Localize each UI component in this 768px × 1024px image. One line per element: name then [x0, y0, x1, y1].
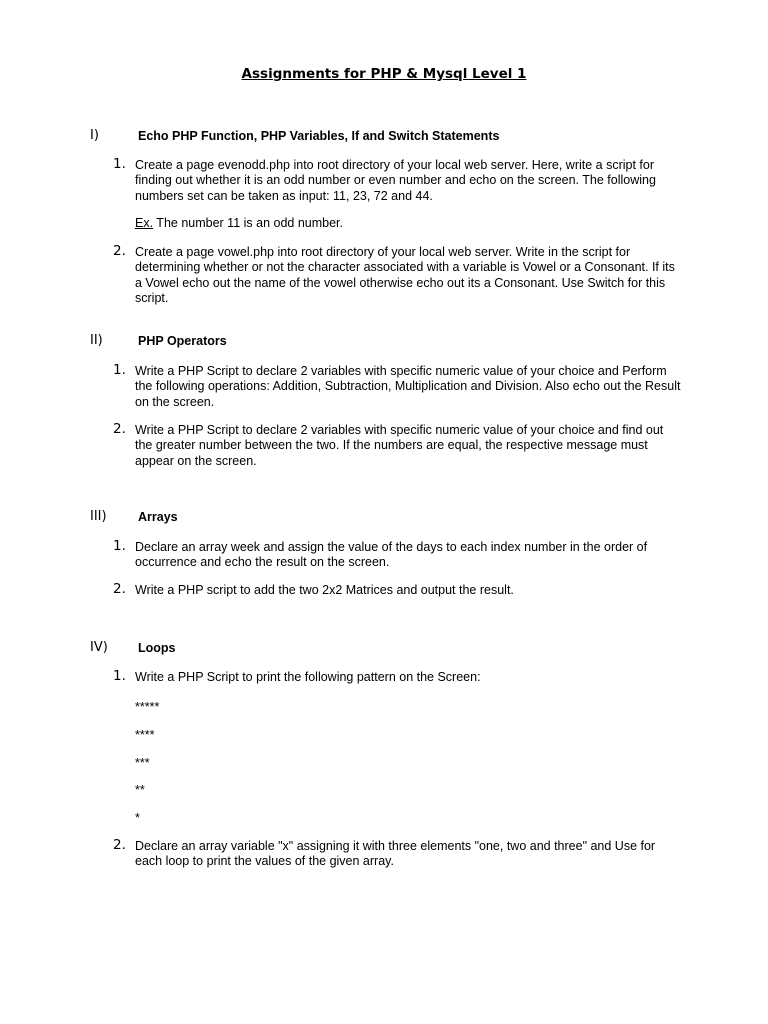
pattern-line: *: [135, 811, 140, 825]
section-heading: Arrays: [138, 510, 178, 524]
section-numeral: IV): [90, 640, 108, 655]
example-line: [135, 216, 683, 231]
item-text: Write a PHP Script to print the following pattern on the Screen:: [135, 670, 481, 684]
item-text: Declare an array week and assign the value of the days to each index number in the order of occurrence and echo the result on the screen.: [135, 540, 648, 570]
item-text: Write a PHP Script to declare 2 variables with specific numeric value of your choice and find out the greater number between the two. If the numbers are equal, the respective message must appear on the screen.: [135, 423, 664, 468]
pattern-line: **: [135, 783, 145, 797]
pattern-line: ***: [135, 756, 150, 770]
section-numeral: II): [90, 333, 103, 348]
section-heading: PHP Operators: [138, 334, 227, 348]
item-number: 1.: [113, 362, 126, 378]
section-numeral: III): [90, 509, 107, 524]
item-text: Create a page vowel.php into root directory of your local web server. Write in the script for determining whether or not the character associated with a variable is Vowel or a Consonant. If its a Vowel echo out the name of the vowel otherwise echo out its a Consonant. Use Switch for this script.: [135, 245, 675, 305]
pattern-line: ****: [135, 728, 155, 742]
item-number: 1.: [113, 668, 126, 684]
section-heading: Loops: [138, 641, 176, 655]
example-label: Ex.: [135, 216, 154, 230]
item-number: 2.: [113, 837, 126, 853]
section-numeral: I): [90, 128, 99, 143]
example-text: The number 11 is an odd number.: [153, 216, 343, 230]
item-text: Write a PHP script to add the two 2x2 Matrices and output the result.: [135, 583, 514, 597]
item-text: Write a PHP Script to declare 2 variables with specific numeric value of your choice and Perform the following operations: Addition, Subtraction, Multiplication and Division. Also echo out the Result on the screen.: [135, 364, 681, 409]
item-number: 2.: [113, 581, 126, 597]
item-text: Create a page evenodd.php into root directory of your local web server. Here, write a script for finding out whether it is an odd number or even number and echo on the screen. The following numbers set can be taken as input: 11, 23, 72 and 44.: [135, 158, 656, 203]
item-number: 1.: [113, 538, 126, 554]
item-number: 2.: [113, 421, 126, 437]
pattern-line: *****: [135, 700, 160, 714]
item-text: Declare an array variable "x" assigning it with three elements "one, two and three" and Use for each loop to print the values of the given array.: [135, 839, 656, 869]
document-title: Assignments for PHP & Mysql Level 1: [241, 66, 527, 82]
item-number: 2.: [113, 243, 126, 259]
section-heading: Echo PHP Function, PHP Variables, If and Switch Statements: [138, 129, 500, 143]
item-number: 1.: [113, 156, 126, 172]
